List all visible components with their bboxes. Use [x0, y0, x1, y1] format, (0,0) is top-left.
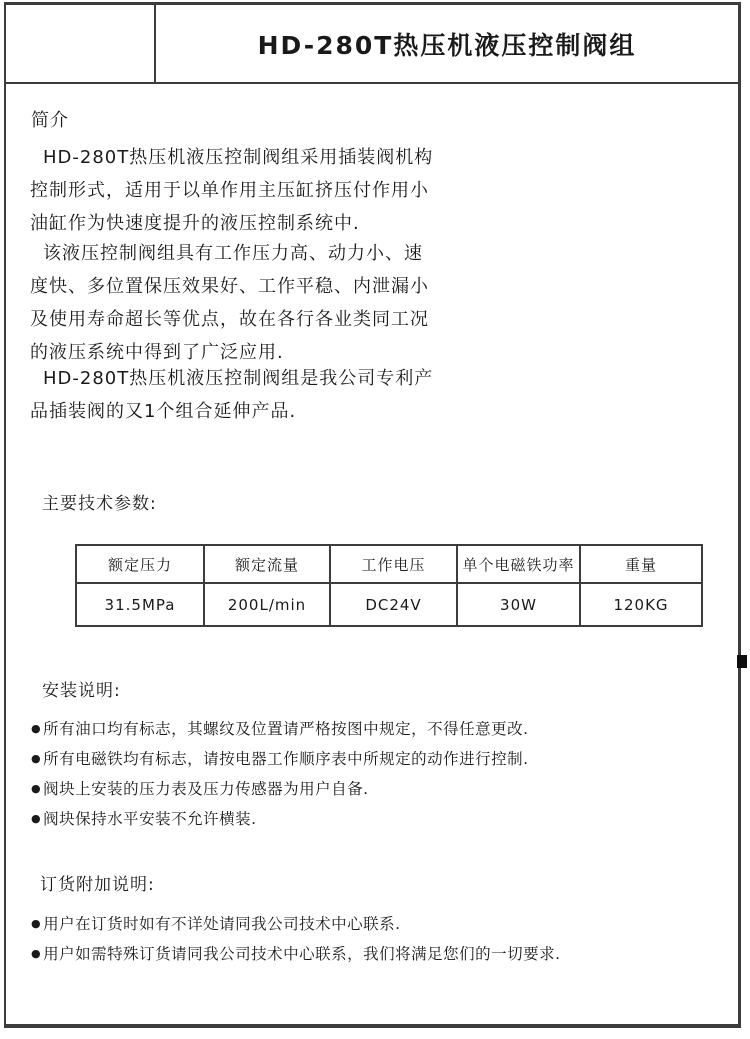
paragraph-line: 品插装阀的又1个组合延伸产品. — [30, 401, 297, 422]
table-header-cell: 重量 — [580, 545, 702, 583]
installation-bullet-list — [31, 714, 529, 834]
table-value-cell: 31.5MPa — [76, 583, 204, 626]
bullet-item — [31, 744, 529, 774]
paragraph-line: HD-280T热压机液压控制阀组是我公司专利产 — [43, 368, 434, 389]
edge-registration-mark — [737, 655, 747, 668]
bullet-icon: ● — [31, 947, 42, 960]
bullet-icon: ● — [31, 917, 42, 930]
table-value-cell: 30W — [457, 583, 580, 626]
bullet-icon: ● — [31, 812, 42, 825]
paragraph-line: 该液压控制阀组具有工作压力高、动力小、速 — [43, 243, 423, 264]
title-cell — [156, 5, 738, 82]
bullet-item — [31, 939, 561, 969]
paragraph-line: 控制形式，适用于以单作用主压缸挤压付作用小 — [30, 180, 429, 201]
bullet-item — [31, 714, 529, 744]
title-block — [6, 5, 738, 84]
intro-paragraph-3 — [30, 362, 433, 428]
bullet-text: 用户如需特殊订货请同我公司技术中心联系，我们将满足您们的一切要求. — [43, 945, 561, 963]
spec-table-header-row — [76, 545, 702, 583]
bullet-icon: ● — [31, 722, 42, 735]
paragraph-line: 油缸作为快速度提升的液压控制系统中. — [30, 213, 360, 234]
bullet-icon: ● — [31, 752, 42, 765]
bullet-item — [31, 774, 529, 804]
spec-table-value-row — [76, 583, 702, 626]
intro-heading: 简介 — [31, 110, 69, 131]
page-title: HD-280T热压机液压控制阀组 — [257, 30, 637, 60]
table-header-cell: 额定流量 — [204, 545, 330, 583]
table-header-cell: 额定压力 — [76, 545, 204, 583]
spec-table — [75, 544, 703, 627]
bullet-text: 阀块保持水平安装不允许横装. — [43, 810, 257, 828]
intro-paragraph-1 — [30, 141, 433, 240]
installation-heading: 安装说明: — [42, 681, 121, 701]
table-header-cell: 工作电压 — [330, 545, 457, 583]
paragraph-line: 度快、多位置保压效果好、工作平稳、内泄漏小 — [30, 276, 429, 297]
intro-paragraph-2 — [30, 237, 429, 369]
table-value-cell: 120KG — [580, 583, 702, 626]
bullet-item — [31, 804, 529, 834]
table-header-cell: 单个电磁铁功率 — [457, 545, 580, 583]
paragraph-line: 及使用寿命超长等优点，故在各行各业类同工况 — [30, 309, 429, 330]
bullet-icon: ● — [31, 782, 42, 795]
ordering-heading: 订货附加说明: — [40, 875, 155, 895]
bullet-text: 阀块上安装的压力表及压力传感器为用户自备. — [43, 780, 369, 798]
paragraph-line: HD-280T热压机液压控制阀组采用插装阀机构 — [43, 147, 434, 168]
ordering-bullet-list — [31, 909, 561, 969]
paragraph-line: 的液压系统中得到了广泛应用. — [30, 342, 284, 363]
table-value-cell: 200L/min — [204, 583, 330, 626]
table-value-cell: DC24V — [330, 583, 457, 626]
bullet-text: 所有油口均有标志，其螺纹及位置请严格按图中规定，不得任意更改. — [43, 720, 529, 738]
bullet-text: 所有电磁铁均有标志，请按电器工作顺序表中所规定的动作进行控制. — [43, 750, 529, 768]
title-block-empty-cell — [6, 5, 156, 82]
specs-heading: 主要技术参数: — [42, 494, 157, 514]
bullet-text: 用户在订货时如有不详处请同我公司技术中心联系. — [43, 915, 401, 933]
bullet-item — [31, 909, 561, 939]
